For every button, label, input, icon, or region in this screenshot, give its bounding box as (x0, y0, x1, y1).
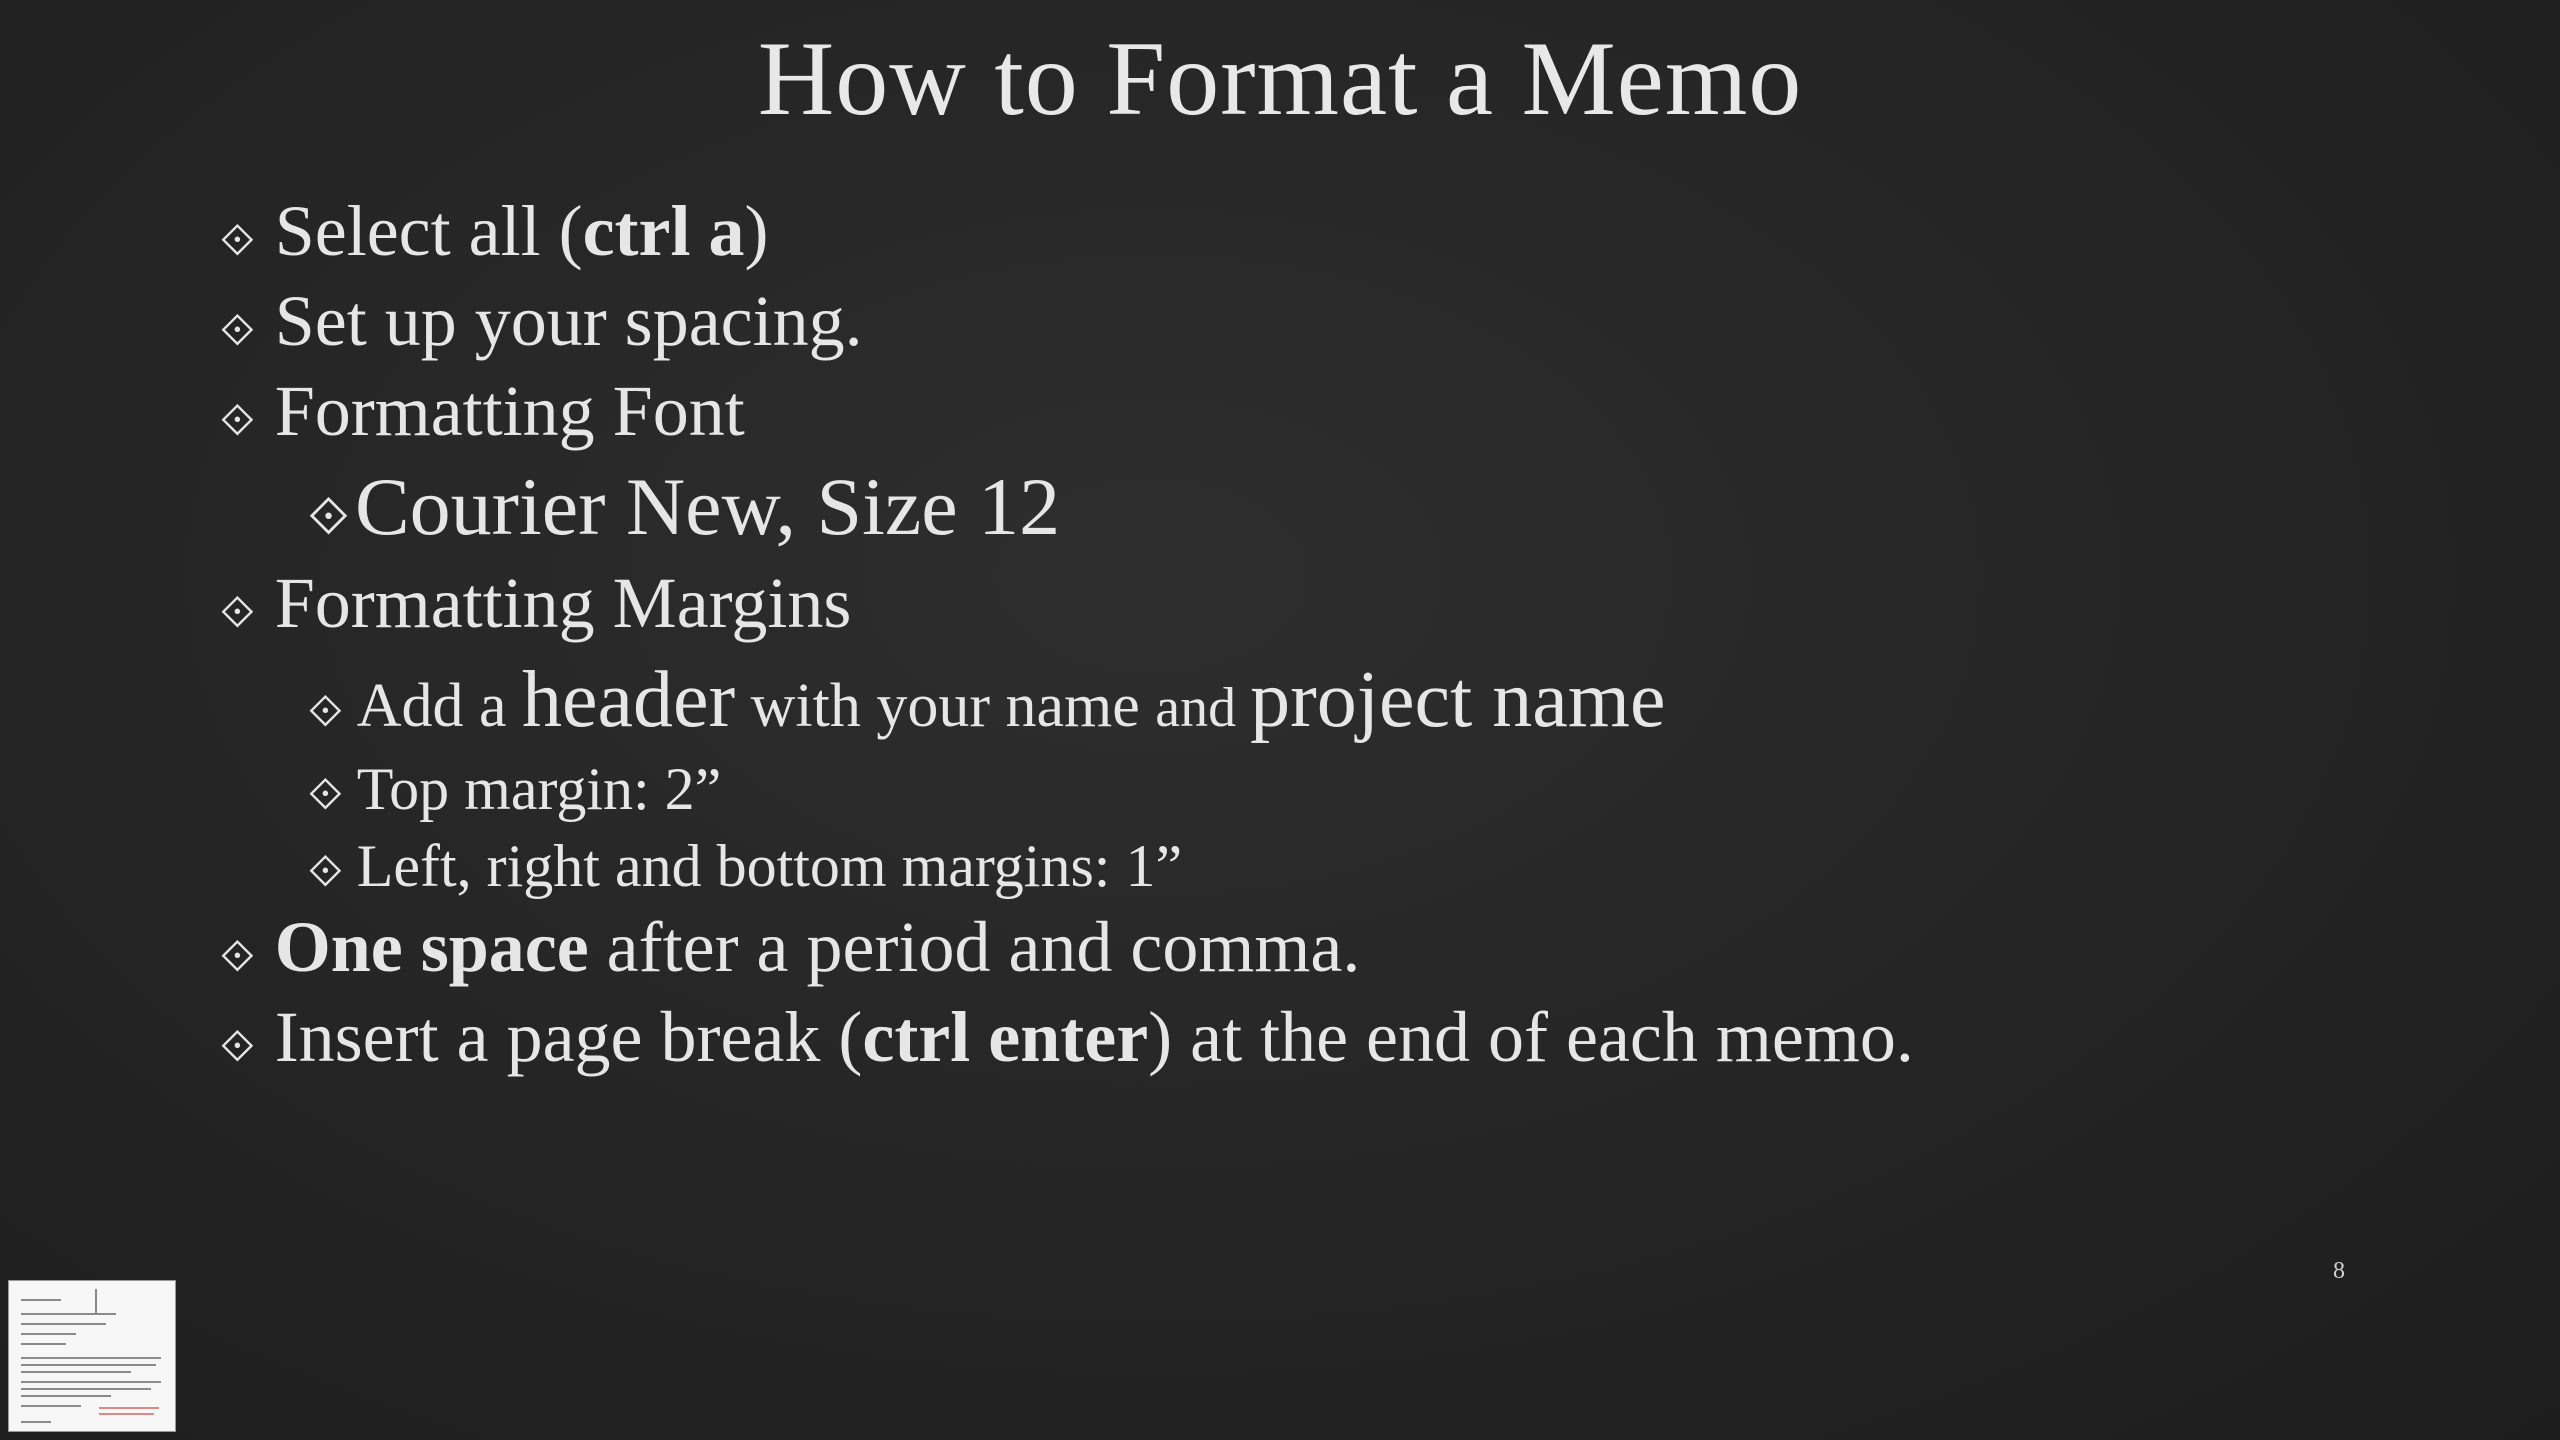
bullet-page-break (220, 996, 1914, 1079)
sub-bullet-header (308, 655, 1666, 746)
bullet-text: Add a header with your name and project name (356, 656, 1666, 744)
diamond-bullet-icon: ⟐ (220, 588, 255, 637)
bullet-text: Top margin: 2” (356, 756, 722, 822)
bullet-text: Formatting Margins (274, 563, 852, 643)
bullet-text: Courier New, Size 12 (354, 461, 1061, 552)
sub-bullet-courier (308, 460, 1060, 554)
slide-page-number: 8 (2333, 1258, 2345, 1284)
diamond-bullet-icon: ⟐ (220, 1022, 255, 1071)
bullet-font (220, 370, 745, 453)
bullet-text: Select all (ctrl a) (274, 191, 769, 271)
bullet-spacing (220, 280, 863, 363)
bullet-text: Set up your spacing. (274, 281, 863, 361)
sub-bullet-side-margins (308, 832, 1182, 901)
bullet-select-all (220, 190, 768, 273)
diamond-bullet-icon: ⟐ (308, 687, 343, 736)
bullet-text: Insert a page break (ctrl enter) at the end of each memo. (274, 997, 1914, 1077)
diamond-bullet-icon: ⟐ (308, 489, 349, 546)
diamond-bullet-icon: ⟐ (308, 847, 343, 896)
bullet-text: Formatting Font (274, 371, 745, 451)
bullet-one-space (220, 906, 1360, 989)
bullet-margins (220, 562, 851, 645)
slide-title: How to Format a Memo (757, 20, 1803, 137)
diamond-bullet-icon: ⟐ (220, 306, 255, 355)
diamond-bullet-icon: ⟐ (220, 216, 255, 265)
bullet-text: One space after a period and comma. (274, 907, 1361, 987)
document-thumbnail-icon (8, 1280, 176, 1432)
diamond-bullet-icon: ⟐ (220, 932, 255, 981)
diamond-bullet-icon: ⟐ (308, 770, 343, 819)
bullet-text: Left, right and bottom margins: 1” (356, 833, 1183, 899)
sub-bullet-top-margin (308, 755, 721, 824)
diamond-bullet-icon: ⟐ (220, 396, 255, 445)
